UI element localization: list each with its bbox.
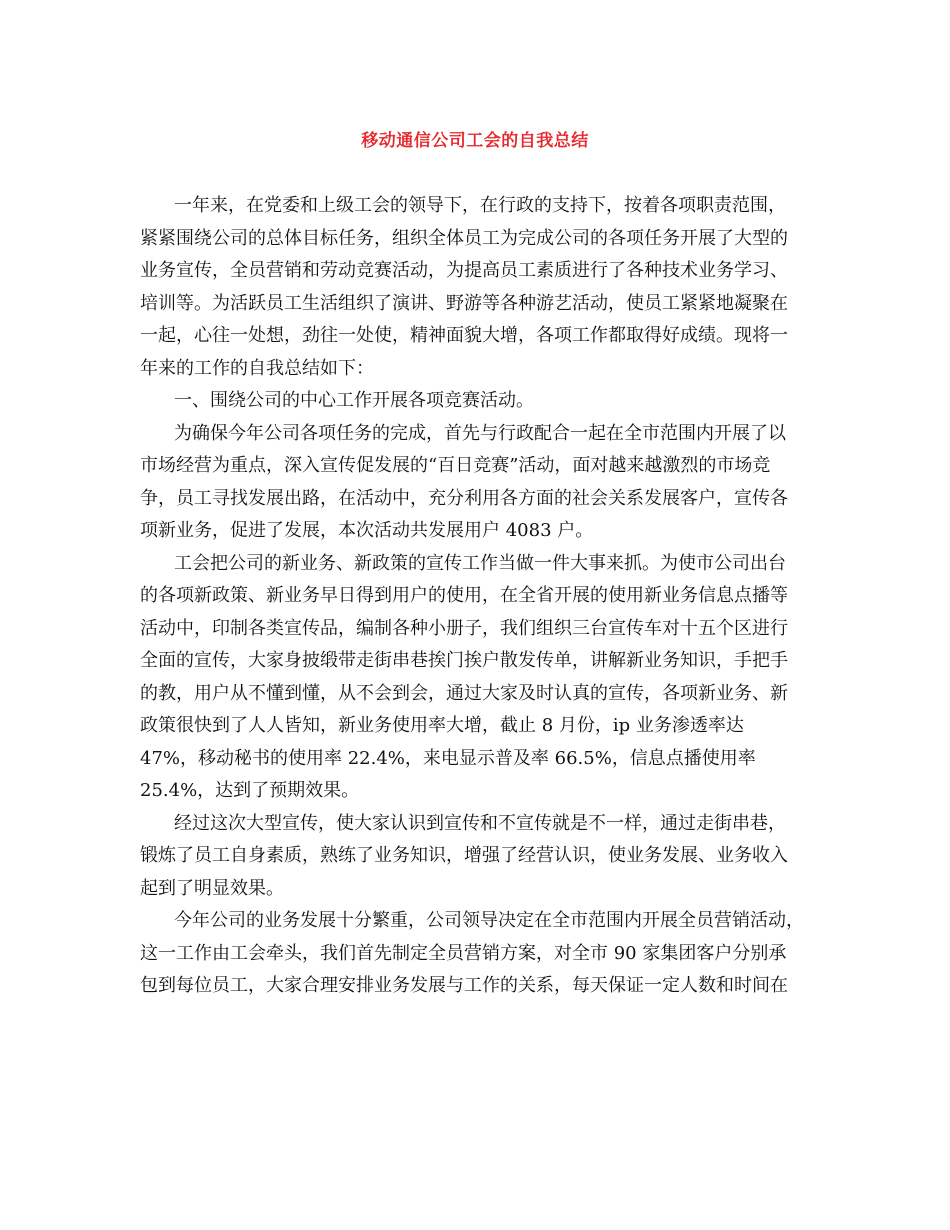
body-line: 锻炼了员工自身素质，熟练了业务知识，增强了经营认识，使业务发展、业务收入: [140, 845, 788, 866]
body-line: 一起，心往一处想，劲往一处使，精神面貌大增，各项工作都取得好成绩。现将一: [140, 325, 788, 346]
document-title: 移动通信公司工会的自我总结: [361, 131, 589, 151]
body-line: 的各项新政策、新业务早日得到用户的使用，在全省开展的使用新业务信息点播等: [140, 585, 788, 606]
body-line: 活动中，印制各类宣传品，编制各种小册子，我们组织三台宣传车对十五个区进行: [140, 617, 788, 639]
body-line: 工会把公司的新业务、新政策的宣传工作当做一件大事来抓。为使市公司出台: [174, 552, 786, 574]
body-line: 项新业务，促进了发展，本次活动共发展用户 4083 户。: [140, 520, 594, 541]
body-line: 起到了明显效果。: [140, 877, 284, 899]
body-line: 培训等。为活跃员工生活组织了演讲、野游等各种游艺活动，使员工紧紧地凝聚在: [140, 292, 788, 314]
body-line: 紧紧围绕公司的总体目标任务，组织全体员工为完成公司的各项任务开展了大型的: [140, 227, 788, 249]
body-line: 25.4%，达到了预期效果。: [140, 780, 360, 801]
body-line: 市场经营为重点，深入宣传促发展的“百日竞赛”活动，面对越来越激烈的市场竞: [140, 455, 771, 476]
body-line: 一、围绕公司的中心工作开展各项竞赛活动。: [174, 390, 534, 411]
body-line: 为确保今年公司各项任务的完成，首先与行政配合一起在全市范围内开展了以: [174, 422, 786, 444]
body-line: 一年来，在党委和上级工会的领导下，在行政的支持下，按着各项职责范围，: [174, 195, 786, 216]
body-line: 年来的工作的自我总结如下：: [140, 357, 374, 379]
body-line: 的教，用户从不懂到懂，从不会到会，通过大家及时认真的宣传，各项新业务、新: [140, 682, 788, 704]
body-line: 争，员工寻找发展出路，在活动中，充分利用各方面的社会关系发展客户，宣传各: [140, 487, 788, 509]
body-line: 经过这次大型宣传，使大家认识到宣传和不宣传就是不一样，通过走街串巷，: [174, 812, 786, 834]
body-line: 业务宣传，全员营销和劳动竞赛活动，为提高员工素质进行了各种技术业务学习、: [140, 260, 788, 281]
body-line: 47%，移动秘书的使用率 22.4%，来电显示普及率 66.5%，信息点播使用率: [140, 747, 756, 769]
document-body: [140, 190, 830, 1003]
body-line: 包到每位员工，大家合理安排业务发展与工作的关系，每天保证一定人数和时间在: [140, 975, 788, 996]
body-line: 这一工作由工会牵头，我们首先制定全员营销方案，对全市 90 家集团客户分别承: [140, 942, 787, 964]
body-line: 政策很快到了人人皆知，新业务使用率大增，截止 8 月份，ip 业务渗透率达: [140, 715, 744, 736]
body-line: 今年公司的业务发展十分繁重，公司领导决定在全市范围内开展全员营销活动，: [174, 910, 804, 931]
body-line: 全面的宣传，大家身披缎带走街串巷挨门挨户散发传单，讲解新业务知识，手把手: [140, 650, 788, 671]
